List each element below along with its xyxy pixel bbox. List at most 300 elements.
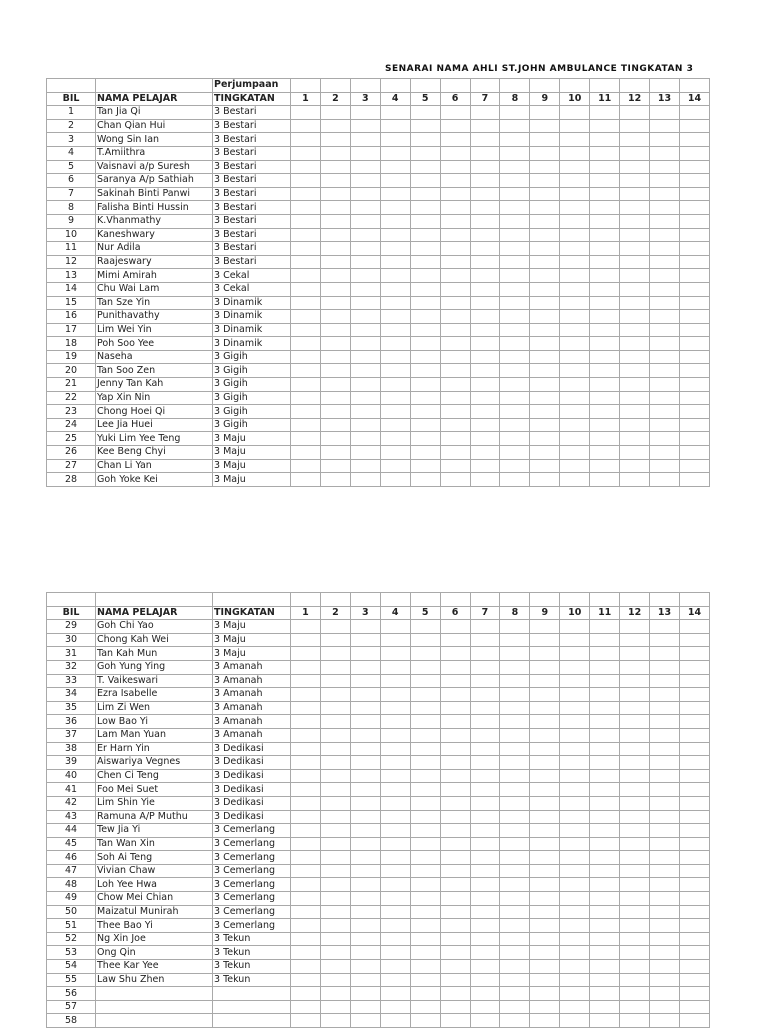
attendance-cell[interactable]: [410, 1014, 440, 1028]
attendance-cell[interactable]: [470, 432, 500, 446]
attendance-cell[interactable]: [470, 459, 500, 473]
attendance-cell[interactable]: [530, 783, 560, 797]
attendance-cell[interactable]: [440, 473, 470, 487]
attendance-cell[interactable]: [291, 810, 321, 824]
attendance-cell[interactable]: [650, 892, 680, 906]
attendance-cell[interactable]: [679, 364, 709, 378]
attendance-cell[interactable]: [590, 106, 620, 120]
attendance-cell[interactable]: [320, 174, 350, 188]
attendance-cell[interactable]: [470, 242, 500, 256]
attendance-cell[interactable]: [500, 796, 530, 810]
attendance-cell[interactable]: [350, 633, 380, 647]
attendance-cell[interactable]: [320, 660, 350, 674]
attendance-cell[interactable]: [679, 633, 709, 647]
attendance-cell[interactable]: [500, 620, 530, 634]
attendance-cell[interactable]: [291, 892, 321, 906]
attendance-cell[interactable]: [650, 160, 680, 174]
attendance-cell[interactable]: [530, 1000, 560, 1014]
attendance-cell[interactable]: [590, 960, 620, 974]
attendance-cell[interactable]: [320, 647, 350, 661]
attendance-cell[interactable]: [320, 459, 350, 473]
attendance-cell[interactable]: [530, 919, 560, 933]
attendance-cell[interactable]: [470, 674, 500, 688]
attendance-cell[interactable]: [380, 851, 410, 865]
attendance-cell[interactable]: [410, 701, 440, 715]
attendance-cell[interactable]: [470, 1000, 500, 1014]
attendance-cell[interactable]: [350, 432, 380, 446]
attendance-cell[interactable]: [410, 837, 440, 851]
attendance-cell[interactable]: [320, 633, 350, 647]
attendance-cell[interactable]: [410, 242, 440, 256]
attendance-cell[interactable]: [320, 987, 350, 1001]
attendance-cell[interactable]: [410, 973, 440, 987]
attendance-cell[interactable]: [650, 133, 680, 147]
attendance-cell[interactable]: [440, 620, 470, 634]
attendance-cell[interactable]: [380, 756, 410, 770]
attendance-cell[interactable]: [440, 282, 470, 296]
attendance-cell[interactable]: [500, 633, 530, 647]
attendance-cell[interactable]: [679, 864, 709, 878]
attendance-cell[interactable]: [440, 674, 470, 688]
attendance-cell[interactable]: [560, 473, 590, 487]
attendance-cell[interactable]: [590, 174, 620, 188]
attendance-cell[interactable]: [620, 810, 650, 824]
attendance-cell[interactable]: [291, 701, 321, 715]
attendance-cell[interactable]: [650, 837, 680, 851]
attendance-cell[interactable]: [380, 405, 410, 419]
attendance-cell[interactable]: [679, 960, 709, 974]
attendance-cell[interactable]: [560, 674, 590, 688]
attendance-cell[interactable]: [500, 932, 530, 946]
attendance-cell[interactable]: [380, 378, 410, 392]
attendance-cell[interactable]: [590, 350, 620, 364]
attendance-cell[interactable]: [650, 174, 680, 188]
attendance-cell[interactable]: [679, 987, 709, 1001]
attendance-cell[interactable]: [291, 864, 321, 878]
attendance-cell[interactable]: [620, 715, 650, 729]
attendance-cell[interactable]: [410, 133, 440, 147]
attendance-cell[interactable]: [320, 214, 350, 228]
attendance-cell[interactable]: [410, 473, 440, 487]
attendance-cell[interactable]: [470, 973, 500, 987]
attendance-cell[interactable]: [470, 310, 500, 324]
attendance-cell[interactable]: [620, 364, 650, 378]
attendance-cell[interactable]: [470, 960, 500, 974]
attendance-cell[interactable]: [380, 214, 410, 228]
attendance-cell[interactable]: [320, 728, 350, 742]
attendance-cell[interactable]: [470, 987, 500, 1001]
attendance-cell[interactable]: [380, 960, 410, 974]
attendance-cell[interactable]: [500, 756, 530, 770]
attendance-cell[interactable]: [440, 296, 470, 310]
attendance-cell[interactable]: [350, 905, 380, 919]
attendance-cell[interactable]: [470, 810, 500, 824]
attendance-cell[interactable]: [440, 973, 470, 987]
attendance-cell[interactable]: [560, 973, 590, 987]
attendance-cell[interactable]: [350, 160, 380, 174]
attendance-cell[interactable]: [500, 1000, 530, 1014]
attendance-cell[interactable]: [291, 905, 321, 919]
attendance-cell[interactable]: [320, 973, 350, 987]
attendance-cell[interactable]: [320, 824, 350, 838]
attendance-cell[interactable]: [320, 106, 350, 120]
attendance-cell[interactable]: [410, 1000, 440, 1014]
attendance-cell[interactable]: [679, 660, 709, 674]
attendance-cell[interactable]: [350, 892, 380, 906]
attendance-cell[interactable]: [560, 892, 590, 906]
attendance-cell[interactable]: [380, 310, 410, 324]
attendance-cell[interactable]: [350, 296, 380, 310]
attendance-cell[interactable]: [590, 742, 620, 756]
attendance-cell[interactable]: [470, 796, 500, 810]
attendance-cell[interactable]: [530, 756, 560, 770]
attendance-cell[interactable]: [350, 255, 380, 269]
attendance-cell[interactable]: [440, 187, 470, 201]
attendance-cell[interactable]: [470, 851, 500, 865]
attendance-cell[interactable]: [320, 310, 350, 324]
attendance-cell[interactable]: [470, 364, 500, 378]
attendance-cell[interactable]: [410, 728, 440, 742]
attendance-cell[interactable]: [440, 378, 470, 392]
attendance-cell[interactable]: [380, 364, 410, 378]
attendance-cell[interactable]: [500, 391, 530, 405]
attendance-cell[interactable]: [560, 715, 590, 729]
attendance-cell[interactable]: [440, 350, 470, 364]
attendance-cell[interactable]: [500, 310, 530, 324]
attendance-cell[interactable]: [440, 960, 470, 974]
attendance-cell[interactable]: [560, 837, 590, 851]
attendance-cell[interactable]: [650, 851, 680, 865]
attendance-cell[interactable]: [291, 214, 321, 228]
attendance-cell[interactable]: [500, 688, 530, 702]
attendance-cell[interactable]: [410, 405, 440, 419]
attendance-cell[interactable]: [650, 987, 680, 1001]
attendance-cell[interactable]: [440, 174, 470, 188]
attendance-cell[interactable]: [320, 756, 350, 770]
attendance-cell[interactable]: [530, 405, 560, 419]
attendance-cell[interactable]: [410, 647, 440, 661]
attendance-cell[interactable]: [440, 269, 470, 283]
attendance-cell[interactable]: [560, 119, 590, 133]
attendance-cell[interactable]: [500, 269, 530, 283]
attendance-cell[interactable]: [650, 255, 680, 269]
attendance-cell[interactable]: [470, 769, 500, 783]
attendance-cell[interactable]: [410, 146, 440, 160]
attendance-cell[interactable]: [679, 905, 709, 919]
attendance-cell[interactable]: [560, 432, 590, 446]
attendance-cell[interactable]: [560, 242, 590, 256]
attendance-cell[interactable]: [350, 1014, 380, 1028]
attendance-cell[interactable]: [650, 323, 680, 337]
attendance-cell[interactable]: [350, 756, 380, 770]
attendance-cell[interactable]: [650, 269, 680, 283]
attendance-cell[interactable]: [679, 878, 709, 892]
attendance-cell[interactable]: [590, 660, 620, 674]
attendance-cell[interactable]: [291, 973, 321, 987]
attendance-cell[interactable]: [530, 378, 560, 392]
attendance-cell[interactable]: [679, 715, 709, 729]
attendance-cell[interactable]: [380, 674, 410, 688]
attendance-cell[interactable]: [320, 674, 350, 688]
attendance-cell[interactable]: [410, 851, 440, 865]
attendance-cell[interactable]: [590, 620, 620, 634]
attendance-cell[interactable]: [320, 905, 350, 919]
attendance-cell[interactable]: [500, 1014, 530, 1028]
attendance-cell[interactable]: [291, 350, 321, 364]
attendance-cell[interactable]: [620, 796, 650, 810]
attendance-cell[interactable]: [650, 1014, 680, 1028]
attendance-cell[interactable]: [291, 174, 321, 188]
attendance-cell[interactable]: [380, 255, 410, 269]
attendance-cell[interactable]: [410, 756, 440, 770]
attendance-cell[interactable]: [530, 647, 560, 661]
attendance-cell[interactable]: [679, 160, 709, 174]
attendance-cell[interactable]: [380, 418, 410, 432]
attendance-cell[interactable]: [590, 269, 620, 283]
attendance-cell[interactable]: [530, 742, 560, 756]
attendance-cell[interactable]: [500, 133, 530, 147]
attendance-cell[interactable]: [291, 837, 321, 851]
attendance-cell[interactable]: [440, 160, 470, 174]
attendance-cell[interactable]: [590, 459, 620, 473]
attendance-cell[interactable]: [530, 837, 560, 851]
attendance-cell[interactable]: [590, 228, 620, 242]
attendance-cell[interactable]: [530, 620, 560, 634]
attendance-cell[interactable]: [500, 946, 530, 960]
attendance-cell[interactable]: [350, 878, 380, 892]
attendance-cell[interactable]: [560, 337, 590, 351]
attendance-cell[interactable]: [679, 106, 709, 120]
attendance-cell[interactable]: [590, 133, 620, 147]
attendance-cell[interactable]: [650, 391, 680, 405]
attendance-cell[interactable]: [500, 728, 530, 742]
attendance-cell[interactable]: [500, 228, 530, 242]
attendance-cell[interactable]: [650, 310, 680, 324]
attendance-cell[interactable]: [291, 960, 321, 974]
attendance-cell[interactable]: [560, 1000, 590, 1014]
attendance-cell[interactable]: [560, 633, 590, 647]
attendance-cell[interactable]: [530, 337, 560, 351]
attendance-cell[interactable]: [470, 187, 500, 201]
attendance-cell[interactable]: [620, 337, 650, 351]
attendance-cell[interactable]: [440, 769, 470, 783]
attendance-cell[interactable]: [500, 960, 530, 974]
attendance-cell[interactable]: [410, 769, 440, 783]
attendance-cell[interactable]: [470, 323, 500, 337]
attendance-cell[interactable]: [440, 660, 470, 674]
attendance-cell[interactable]: [320, 228, 350, 242]
attendance-cell[interactable]: [350, 728, 380, 742]
attendance-cell[interactable]: [560, 905, 590, 919]
attendance-cell[interactable]: [410, 824, 440, 838]
attendance-cell[interactable]: [620, 174, 650, 188]
attendance-cell[interactable]: [470, 214, 500, 228]
attendance-cell[interactable]: [679, 446, 709, 460]
attendance-cell[interactable]: [590, 187, 620, 201]
attendance-cell[interactable]: [620, 323, 650, 337]
attendance-cell[interactable]: [679, 783, 709, 797]
attendance-cell[interactable]: [650, 742, 680, 756]
attendance-cell[interactable]: [500, 201, 530, 215]
attendance-cell[interactable]: [500, 405, 530, 419]
attendance-cell[interactable]: [350, 647, 380, 661]
attendance-cell[interactable]: [650, 405, 680, 419]
attendance-cell[interactable]: [650, 296, 680, 310]
attendance-cell[interactable]: [291, 364, 321, 378]
attendance-cell[interactable]: [440, 337, 470, 351]
attendance-cell[interactable]: [350, 932, 380, 946]
attendance-cell[interactable]: [590, 783, 620, 797]
attendance-cell[interactable]: [440, 310, 470, 324]
attendance-cell[interactable]: [410, 742, 440, 756]
attendance-cell[interactable]: [650, 688, 680, 702]
attendance-cell[interactable]: [500, 323, 530, 337]
attendance-cell[interactable]: [350, 269, 380, 283]
attendance-cell[interactable]: [380, 633, 410, 647]
attendance-cell[interactable]: [500, 660, 530, 674]
attendance-cell[interactable]: [679, 769, 709, 783]
attendance-cell[interactable]: [679, 214, 709, 228]
attendance-cell[interactable]: [590, 919, 620, 933]
attendance-cell[interactable]: [380, 728, 410, 742]
attendance-cell[interactable]: [560, 701, 590, 715]
attendance-cell[interactable]: [320, 405, 350, 419]
attendance-cell[interactable]: [440, 459, 470, 473]
attendance-cell[interactable]: [470, 269, 500, 283]
attendance-cell[interactable]: [470, 620, 500, 634]
attendance-cell[interactable]: [410, 350, 440, 364]
attendance-cell[interactable]: [470, 296, 500, 310]
attendance-cell[interactable]: [679, 620, 709, 634]
attendance-cell[interactable]: [650, 647, 680, 661]
attendance-cell[interactable]: [380, 174, 410, 188]
attendance-cell[interactable]: [320, 201, 350, 215]
attendance-cell[interactable]: [500, 174, 530, 188]
attendance-cell[interactable]: [620, 160, 650, 174]
attendance-cell[interactable]: [560, 742, 590, 756]
attendance-cell[interactable]: [620, 418, 650, 432]
attendance-cell[interactable]: [350, 187, 380, 201]
attendance-cell[interactable]: [380, 296, 410, 310]
attendance-cell[interactable]: [470, 201, 500, 215]
attendance-cell[interactable]: [679, 932, 709, 946]
attendance-cell[interactable]: [291, 633, 321, 647]
attendance-cell[interactable]: [650, 919, 680, 933]
attendance-cell[interactable]: [350, 837, 380, 851]
attendance-cell[interactable]: [590, 282, 620, 296]
attendance-cell[interactable]: [679, 242, 709, 256]
attendance-cell[interactable]: [291, 946, 321, 960]
attendance-cell[interactable]: [620, 405, 650, 419]
attendance-cell[interactable]: [530, 810, 560, 824]
attendance-cell[interactable]: [380, 620, 410, 634]
attendance-cell[interactable]: [679, 796, 709, 810]
attendance-cell[interactable]: [440, 647, 470, 661]
attendance-cell[interactable]: [291, 1000, 321, 1014]
attendance-cell[interactable]: [679, 851, 709, 865]
attendance-cell[interactable]: [650, 824, 680, 838]
attendance-cell[interactable]: [440, 214, 470, 228]
attendance-cell[interactable]: [320, 364, 350, 378]
attendance-cell[interactable]: [560, 864, 590, 878]
attendance-cell[interactable]: [620, 987, 650, 1001]
attendance-cell[interactable]: [350, 405, 380, 419]
attendance-cell[interactable]: [470, 919, 500, 933]
attendance-cell[interactable]: [620, 674, 650, 688]
attendance-cell[interactable]: [410, 864, 440, 878]
attendance-cell[interactable]: [679, 146, 709, 160]
attendance-cell[interactable]: [320, 337, 350, 351]
attendance-cell[interactable]: [470, 756, 500, 770]
attendance-cell[interactable]: [560, 728, 590, 742]
attendance-cell[interactable]: [500, 864, 530, 878]
attendance-cell[interactable]: [320, 391, 350, 405]
attendance-cell[interactable]: [530, 878, 560, 892]
attendance-cell[interactable]: [470, 715, 500, 729]
attendance-cell[interactable]: [350, 674, 380, 688]
attendance-cell[interactable]: [440, 824, 470, 838]
attendance-cell[interactable]: [410, 269, 440, 283]
attendance-cell[interactable]: [440, 1014, 470, 1028]
attendance-cell[interactable]: [530, 242, 560, 256]
attendance-cell[interactable]: [320, 350, 350, 364]
attendance-cell[interactable]: [291, 255, 321, 269]
attendance-cell[interactable]: [650, 473, 680, 487]
attendance-cell[interactable]: [590, 391, 620, 405]
attendance-cell[interactable]: [560, 1014, 590, 1028]
attendance-cell[interactable]: [350, 133, 380, 147]
attendance-cell[interactable]: [590, 715, 620, 729]
attendance-cell[interactable]: [350, 459, 380, 473]
attendance-cell[interactable]: [410, 364, 440, 378]
attendance-cell[interactable]: [380, 106, 410, 120]
attendance-cell[interactable]: [530, 473, 560, 487]
attendance-cell[interactable]: [620, 350, 650, 364]
attendance-cell[interactable]: [440, 851, 470, 865]
attendance-cell[interactable]: [650, 715, 680, 729]
attendance-cell[interactable]: [650, 378, 680, 392]
attendance-cell[interactable]: [530, 160, 560, 174]
attendance-cell[interactable]: [350, 742, 380, 756]
attendance-cell[interactable]: [291, 620, 321, 634]
attendance-cell[interactable]: [291, 796, 321, 810]
attendance-cell[interactable]: [620, 688, 650, 702]
attendance-cell[interactable]: [350, 473, 380, 487]
attendance-cell[interactable]: [590, 647, 620, 661]
attendance-cell[interactable]: [440, 878, 470, 892]
attendance-cell[interactable]: [650, 418, 680, 432]
attendance-cell[interactable]: [590, 119, 620, 133]
attendance-cell[interactable]: [291, 660, 321, 674]
attendance-cell[interactable]: [650, 796, 680, 810]
attendance-cell[interactable]: [679, 742, 709, 756]
attendance-cell[interactable]: [291, 201, 321, 215]
attendance-cell[interactable]: [380, 228, 410, 242]
attendance-cell[interactable]: [380, 350, 410, 364]
attendance-cell[interactable]: [380, 946, 410, 960]
attendance-cell[interactable]: [500, 187, 530, 201]
attendance-cell[interactable]: [620, 892, 650, 906]
attendance-cell[interactable]: [650, 701, 680, 715]
attendance-cell[interactable]: [440, 146, 470, 160]
attendance-cell[interactable]: [560, 364, 590, 378]
attendance-cell[interactable]: [650, 364, 680, 378]
attendance-cell[interactable]: [380, 688, 410, 702]
attendance-cell[interactable]: [620, 296, 650, 310]
attendance-cell[interactable]: [470, 282, 500, 296]
attendance-cell[interactable]: [380, 1014, 410, 1028]
attendance-cell[interactable]: [470, 174, 500, 188]
